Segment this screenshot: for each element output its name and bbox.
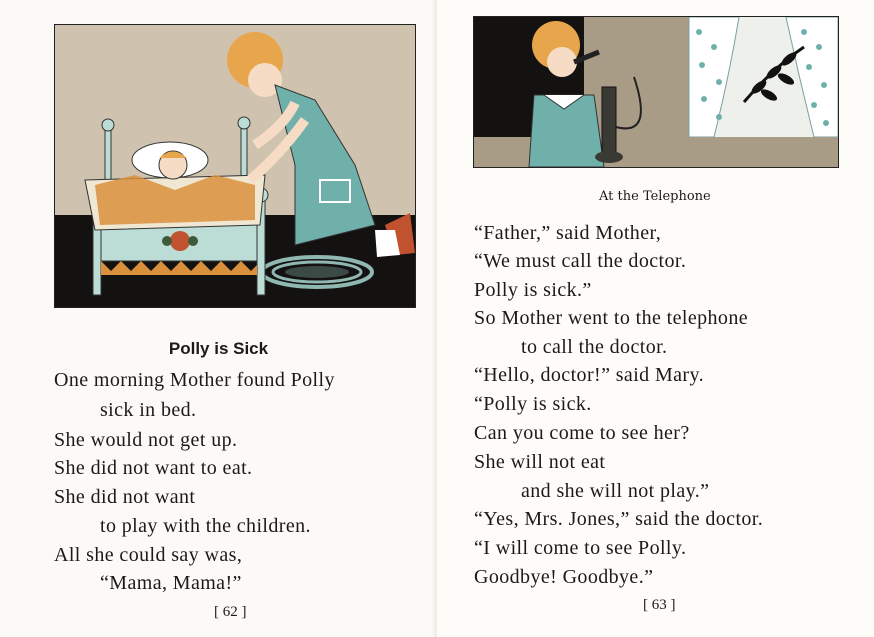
text-line: “We must call the doctor. [474, 250, 687, 272]
page-number: [ 62 ] [214, 604, 247, 620]
text-line: “Mama, Mama!” [100, 572, 242, 594]
text-line: So Mother went to the telephone [474, 307, 749, 329]
text-line: “Polly is sick. [474, 393, 592, 415]
right-page [437, 0, 874, 637]
text-line: to play with the children. [100, 515, 311, 537]
text-line: and she will not play.” [521, 480, 710, 502]
text-line: “Father,” said Mother, [474, 222, 662, 244]
illustration-girl-on-telephone [473, 16, 839, 168]
text-line: Goodbye! Goodbye.” [474, 566, 654, 588]
illustration-caption: At the Telephone [599, 189, 711, 204]
text-line: “Yes, Mrs. Jones,” said the doctor. [474, 508, 764, 530]
story-title: Polly is Sick [168, 339, 269, 358]
text-line: She did not want [54, 486, 196, 508]
text-line: Polly is sick.” [474, 279, 592, 301]
text-line: All she could say was, [54, 544, 243, 566]
text-line: to call the doctor. [521, 336, 668, 358]
illustration-girl-tucking-doll [54, 24, 416, 308]
text-line: She did not want to eat. [54, 457, 253, 479]
text-line: “I will come to see Polly. [474, 537, 687, 559]
text-line: Can you come to see her? [474, 422, 690, 444]
page-number: [ 63 ] [643, 597, 676, 613]
text-line: “Hello, doctor!” said Mary. [474, 364, 704, 386]
text-line: She will not eat [474, 451, 606, 473]
text-line: One morning Mother found Polly [54, 369, 335, 391]
text-line: She would not get up. [54, 429, 238, 451]
text-line: sick in bed. [100, 399, 197, 421]
